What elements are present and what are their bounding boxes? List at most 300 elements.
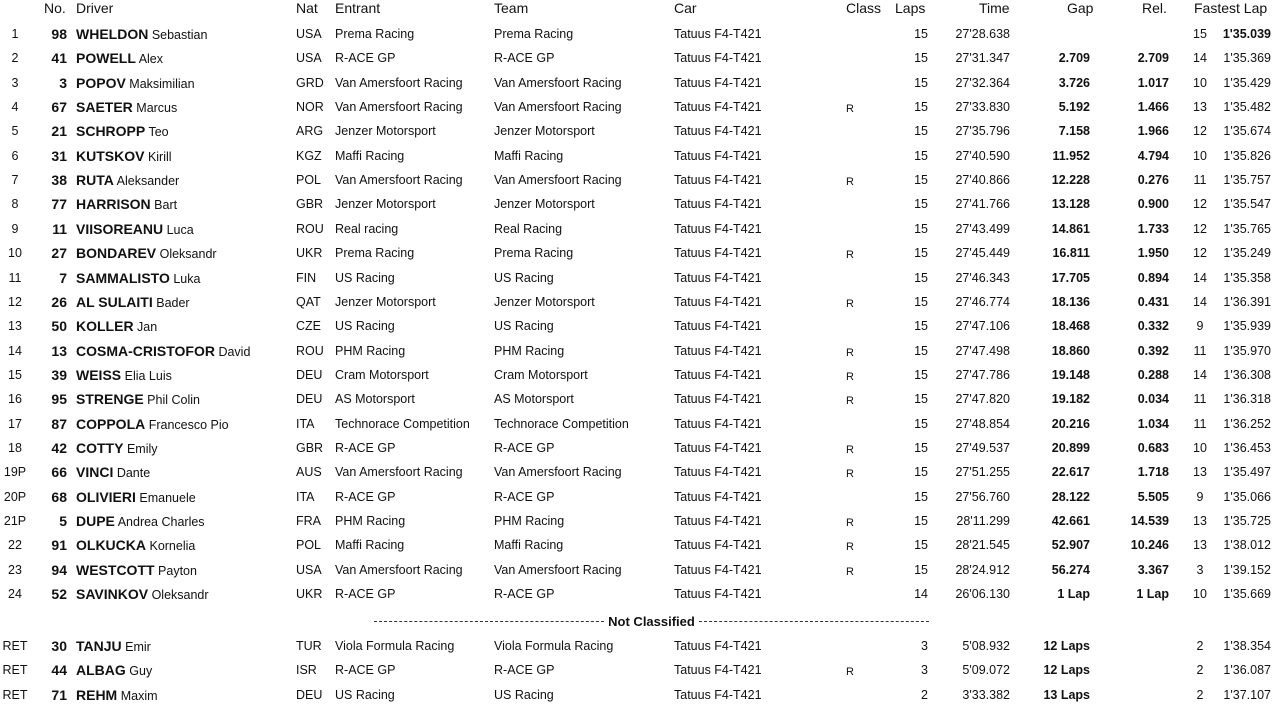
laps: 15 (914, 100, 928, 115)
header-team: Team (494, 0, 529, 16)
entrant: R-ACE GP (335, 587, 396, 602)
gap: 14.861 (1051, 221, 1090, 236)
fastest-lap-number: 14 (1193, 294, 1207, 309)
relative-gap: 0.392 (1137, 343, 1169, 358)
laps: 15 (914, 221, 928, 236)
race-time: 5'08.932 (962, 639, 1010, 653)
driver-first-name: Teo (148, 125, 169, 140)
entrant: Jenzer Motorsport (335, 294, 436, 309)
laps: 15 (914, 416, 928, 431)
position: 8 (11, 197, 19, 212)
class: R (846, 541, 854, 554)
position: 20P (3, 489, 27, 504)
team: Cram Motorsport (494, 367, 588, 382)
fastest-lap-time: 1'35.497 (1223, 465, 1271, 480)
header-laps: Laps (895, 0, 926, 16)
car-number: 71 (51, 686, 67, 703)
race-time: 3'33.382 (962, 687, 1010, 702)
car-number: 3 (59, 74, 67, 91)
car-number: 11 (52, 220, 67, 237)
position: 21P (3, 514, 27, 528)
entrant: R-ACE GP (335, 51, 396, 66)
driver-first-name: Emir (125, 640, 151, 654)
gap: 56.274 (1051, 562, 1090, 577)
car-number: 66 (51, 464, 67, 481)
fastest-lap-time: 1'35.429 (1223, 75, 1271, 90)
table-row (0, 534, 1280, 558)
table-row (0, 461, 1280, 485)
race-time: 27'51.255 (955, 465, 1010, 480)
fastest-lap-number: 2 (1196, 687, 1204, 702)
gap: 18.136 (1051, 294, 1090, 309)
relative-gap: 3.367 (1137, 562, 1169, 577)
fastest-lap-time: 1'35.547 (1223, 197, 1271, 212)
car-number: 87 (51, 415, 67, 432)
driver-first-name: Luca (166, 222, 194, 237)
relative-gap: 2.709 (1137, 51, 1169, 66)
driver-name (76, 687, 158, 705)
relative-gap: 1 Lap (1136, 587, 1169, 602)
table-row (0, 120, 1280, 144)
race-time: 27'31.347 (955, 51, 1010, 66)
race-time: 27'47.786 (955, 367, 1010, 382)
table-row (0, 559, 1280, 583)
fastest-lap-number: 13 (1193, 538, 1207, 553)
driver-name (76, 172, 179, 190)
fastest-lap-time: 1'35.669 (1223, 587, 1271, 602)
nationality: USA (296, 51, 322, 66)
relative-gap: 1.966 (1137, 124, 1169, 139)
driver-name (76, 416, 229, 434)
driver-first-name: Maksimilian (129, 76, 195, 91)
laps: 15 (914, 562, 928, 577)
position: 11 (8, 270, 22, 285)
nationality: NOR (296, 100, 324, 115)
fastest-lap-number: 15 (1193, 27, 1207, 41)
team: Viola Formula Racing (494, 639, 614, 653)
position: 7 (11, 173, 19, 188)
not-classified-row (0, 635, 1280, 659)
position: RET (2, 663, 28, 678)
fastest-lap-time: 1'38.354 (1223, 639, 1271, 653)
gap: 17.705 (1051, 270, 1090, 285)
laps: 15 (914, 148, 928, 163)
car: Tatuus F4-T421 (674, 148, 762, 163)
class: R (846, 565, 854, 578)
table-row (0, 96, 1280, 120)
driver-name (76, 562, 197, 580)
entrant: US Racing (335, 687, 395, 702)
team: AS Motorsport (494, 392, 574, 407)
team: R-ACE GP (494, 51, 555, 66)
table-header (0, 0, 1280, 16)
race-time: 27'28.638 (955, 27, 1010, 41)
header-nat: Nat (296, 0, 318, 16)
relative-gap: 0.900 (1137, 197, 1169, 212)
gap: 3.726 (1058, 75, 1090, 90)
position: 18 (8, 440, 22, 455)
header-no: No. (44, 0, 66, 16)
laps: 15 (914, 294, 928, 309)
team: Prema Racing (494, 246, 574, 261)
car: Tatuus F4-T421 (674, 343, 762, 358)
fastest-lap-time: 1'37.107 (1223, 687, 1271, 702)
driver-name (76, 196, 177, 214)
class: R (846, 517, 854, 529)
driver-first-name: Luka (173, 271, 201, 286)
position: 2 (11, 51, 19, 66)
position: 13 (8, 319, 22, 334)
race-time: 5'09.072 (962, 663, 1010, 678)
position: 19P (3, 465, 27, 480)
gap: 13 Laps (1043, 687, 1090, 702)
driver-last-name: STRENGE (76, 391, 144, 408)
fastest-lap-time: 1'36.391 (1223, 294, 1271, 309)
relative-gap: 4.794 (1137, 148, 1169, 163)
driver-first-name: Kirill (147, 149, 172, 164)
position: 22 (8, 538, 22, 553)
gap: 22.617 (1051, 465, 1090, 480)
fastest-lap-number: 14 (1193, 367, 1207, 382)
gap: 2.709 (1058, 51, 1090, 66)
race-time: 27'47.820 (955, 392, 1010, 407)
table-row (0, 413, 1280, 437)
laps: 15 (914, 173, 928, 188)
nationality: DEU (296, 367, 323, 382)
table-row (0, 291, 1280, 315)
team: Jenzer Motorsport (494, 124, 595, 139)
entrant: Van Amersfoort Racing (335, 562, 463, 577)
driver-last-name: HARRISON (76, 196, 151, 213)
team: US Racing (494, 687, 554, 702)
driver-first-name: Sebastian (151, 28, 208, 42)
nationality: POL (296, 538, 322, 553)
laps: 15 (914, 27, 928, 41)
fastest-lap-number: 13 (1193, 514, 1207, 528)
team: Jenzer Motorsport (494, 197, 595, 212)
fastest-lap-time: 1'35.249 (1223, 246, 1271, 261)
fastest-lap-number: 12 (1193, 124, 1207, 139)
fastest-lap-time: 1'35.970 (1223, 343, 1271, 358)
table-row (0, 47, 1280, 71)
driver-name (76, 75, 195, 93)
car-number: 26 (51, 293, 67, 310)
driver-name (76, 221, 194, 239)
fastest-lap-time: 1'36.318 (1223, 392, 1271, 407)
race-time: 27'46.774 (955, 294, 1010, 309)
race-time: 27'49.537 (955, 440, 1010, 455)
car: Tatuus F4-T421 (674, 639, 762, 653)
fastest-lap-time: 1'35.674 (1223, 124, 1271, 139)
laps: 15 (914, 124, 928, 139)
not-classified-label: Not Classified (608, 613, 695, 629)
laps: 15 (914, 367, 928, 382)
driver-last-name: REHM (76, 686, 118, 703)
car: Tatuus F4-T421 (674, 562, 762, 577)
car-number: 41 (51, 50, 67, 67)
position: 10 (8, 246, 22, 261)
car: Tatuus F4-T421 (674, 367, 762, 382)
entrant: Jenzer Motorsport (335, 197, 436, 212)
driver-first-name: Jan (137, 320, 158, 335)
nationality: ROU (296, 221, 324, 236)
table-row (0, 364, 1280, 388)
entrant: Jenzer Motorsport (335, 124, 436, 139)
entrant: Cram Motorsport (335, 367, 429, 382)
driver-name (76, 391, 200, 409)
driver-first-name: Francesco Pio (148, 417, 229, 432)
team: R-ACE GP (494, 440, 555, 455)
race-time: 27'32.364 (955, 75, 1010, 90)
driver-name (76, 537, 195, 555)
fastest-lap-number: 10 (1193, 587, 1207, 602)
fastest-lap-time: 1'35.939 (1223, 319, 1271, 334)
car: Tatuus F4-T421 (674, 51, 762, 66)
header-rel: Rel. (1142, 0, 1167, 16)
team: Real Racing (494, 221, 563, 236)
relative-gap: 0.894 (1137, 270, 1169, 285)
team: US Racing (494, 319, 554, 334)
fastest-lap-number: 13 (1193, 100, 1207, 115)
fastest-lap-time: 1'35.757 (1223, 173, 1271, 188)
car-number: 52 (51, 586, 67, 603)
car: Tatuus F4-T421 (674, 100, 762, 115)
gap: 11.952 (1052, 148, 1090, 163)
driver-last-name: DUPE (76, 513, 115, 529)
fastest-lap-number: 10 (1193, 440, 1207, 455)
position: RET (2, 639, 28, 653)
fastest-lap-time: 1'36.308 (1223, 367, 1271, 382)
car: Tatuus F4-T421 (674, 489, 762, 504)
fastest-lap-number: 11 (1193, 416, 1207, 431)
relative-gap: 5.505 (1137, 489, 1169, 504)
car-number: 94 (51, 561, 67, 578)
car-number: 91 (51, 537, 67, 554)
fastest-lap-number: 11 (1193, 343, 1207, 358)
car: Tatuus F4-T421 (674, 124, 762, 139)
entrant: PHM Racing (335, 343, 406, 358)
car-number: 7 (59, 269, 67, 286)
nationality: FIN (296, 270, 317, 285)
car-number: 95 (51, 391, 67, 408)
car: Tatuus F4-T421 (674, 465, 762, 480)
relative-gap: 1.950 (1137, 246, 1169, 261)
driver-first-name: Marcus (136, 101, 178, 116)
not-classified-row (0, 659, 1280, 683)
race-time: 27'47.106 (955, 319, 1010, 334)
car: Tatuus F4-T421 (674, 319, 762, 334)
driver-last-name: SAETER (76, 99, 133, 116)
table-row (0, 169, 1280, 193)
driver-first-name: Elia Luis (124, 368, 172, 383)
table-row (0, 145, 1280, 169)
car-number: 30 (51, 638, 67, 654)
entrant: PHM Racing (335, 514, 406, 528)
car-number: 38 (51, 172, 67, 189)
driver-last-name: POWELL (76, 50, 136, 67)
nationality: USA (296, 27, 322, 41)
laps: 15 (914, 246, 928, 261)
nationality: ITA (296, 416, 315, 431)
class: R (846, 103, 854, 116)
driver-first-name: Bart (154, 198, 178, 213)
car: Tatuus F4-T421 (674, 514, 762, 528)
relative-gap: 0.034 (1137, 392, 1169, 407)
gap: 19.148 (1051, 367, 1090, 382)
fastest-lap-number: 11 (1193, 392, 1207, 407)
fastest-lap-time: 1'36.252 (1223, 416, 1271, 431)
car-number: 21 (51, 123, 67, 140)
entrant: Maffi Racing (335, 148, 405, 163)
team: Van Amersfoort Racing (494, 173, 622, 188)
gap: 18.860 (1051, 343, 1090, 358)
entrant: Van Amersfoort Racing (335, 173, 463, 188)
car: Tatuus F4-T421 (674, 75, 762, 90)
driver-last-name: VINCI (76, 464, 114, 481)
driver-last-name: WESTCOTT (76, 561, 155, 578)
race-time: 27'47.498 (955, 343, 1010, 358)
nationality: GBR (296, 440, 324, 455)
gap: 28.122 (1051, 489, 1090, 504)
driver-first-name: Phil Colin (147, 393, 200, 408)
header-time: Time (979, 0, 1010, 16)
position: 4 (11, 100, 19, 115)
gap: 16.811 (1052, 246, 1090, 261)
team: US Racing (494, 270, 554, 285)
car-number: 68 (51, 488, 67, 505)
position: 9 (11, 221, 19, 236)
driver-name (76, 99, 177, 117)
race-time: 28'21.545 (955, 538, 1010, 553)
nationality: DEU (296, 392, 323, 407)
fastest-lap-number: 12 (1193, 197, 1207, 212)
car: Tatuus F4-T421 (674, 687, 762, 702)
laps: 15 (914, 343, 928, 358)
nationality: ITA (296, 489, 315, 504)
fastest-lap-time: 1'39.152 (1223, 562, 1271, 577)
car: Tatuus F4-T421 (674, 197, 762, 212)
driver-last-name: RUTA (76, 172, 114, 189)
fastest-lap-number: 14 (1193, 51, 1207, 66)
gap: 13.128 (1051, 197, 1090, 212)
driver-first-name: Payton (158, 563, 197, 578)
driver-first-name: Dante (116, 466, 151, 481)
driver-first-name: Kornelia (149, 539, 196, 554)
gap: 20.899 (1051, 440, 1090, 455)
fastest-lap-number: 12 (1193, 246, 1207, 261)
relative-gap: 14.539 (1130, 514, 1169, 528)
driver-last-name: COTTY (76, 439, 124, 456)
driver-first-name: Aleksander (116, 174, 180, 189)
gap: 20.216 (1051, 416, 1090, 431)
car-number: 67 (51, 99, 67, 116)
car: Tatuus F4-T421 (674, 392, 762, 407)
table-row (0, 388, 1280, 412)
relative-gap: 1.017 (1137, 75, 1169, 90)
driver-name (76, 513, 205, 531)
driver-name (76, 245, 217, 263)
entrant: Van Amersfoort Racing (335, 465, 463, 480)
car: Tatuus F4-T421 (674, 440, 762, 455)
fastest-lap-number: 2 (1196, 639, 1204, 653)
nationality: TUR (296, 639, 322, 653)
header-entrant: Entrant (335, 0, 381, 16)
car: Tatuus F4-T421 (674, 27, 762, 41)
driver-first-name: David (218, 344, 251, 359)
gap: 5.192 (1058, 100, 1090, 115)
race-time: 27'43.499 (955, 221, 1010, 236)
entrant: Real racing (335, 221, 399, 236)
position: 16 (8, 392, 22, 407)
driver-name (76, 270, 200, 288)
race-time: 27'56.760 (955, 489, 1010, 504)
car-number: 31 (51, 147, 67, 164)
class: R (846, 249, 854, 262)
car: Tatuus F4-T421 (674, 221, 762, 236)
relative-gap: 1.718 (1137, 465, 1169, 480)
race-time: 27'48.854 (955, 416, 1010, 431)
laps: 15 (914, 51, 928, 66)
driver-last-name: COPPOLA (76, 415, 146, 432)
driver-last-name: KOLLER (76, 318, 134, 335)
driver-name (76, 464, 150, 482)
nationality: POL (296, 173, 322, 188)
position: 17 (8, 416, 22, 431)
entrant: Van Amersfoort Racing (335, 75, 463, 90)
relative-gap: 0.288 (1137, 367, 1169, 382)
class: R (846, 395, 854, 408)
position: 23 (8, 562, 22, 577)
table-row (0, 510, 1280, 534)
car-number: 42 (51, 439, 67, 456)
class: R (846, 370, 854, 383)
fastest-lap-number: 14 (1193, 270, 1207, 285)
car: Tatuus F4-T421 (674, 270, 762, 285)
entrant: Maffi Racing (335, 538, 405, 553)
nationality: ROU (296, 343, 324, 358)
car: Tatuus F4-T421 (674, 663, 762, 678)
nationality: ARG (296, 124, 324, 139)
entrant: AS Motorsport (335, 392, 415, 407)
table-row (0, 193, 1280, 217)
race-time: 27'40.590 (955, 148, 1010, 163)
gap: 18.468 (1051, 319, 1090, 334)
laps: 14 (914, 587, 928, 602)
nationality: GRD (296, 75, 324, 90)
entrant: R-ACE GP (335, 663, 396, 678)
race-time: 27'40.866 (955, 173, 1010, 188)
relative-gap: 10.246 (1130, 538, 1169, 553)
table-row (0, 315, 1280, 339)
gap: 52.907 (1051, 538, 1090, 553)
driver-name (76, 489, 196, 507)
entrant: R-ACE GP (335, 440, 396, 455)
entrant: Prema Racing (335, 27, 415, 41)
entrant: Technorace Competition (335, 416, 470, 431)
entrant: US Racing (335, 319, 395, 334)
fastest-lap-time: 1'35.358 (1223, 270, 1271, 285)
relative-gap: 1.466 (1137, 100, 1169, 115)
fastest-lap-time: 1'35.066 (1223, 489, 1271, 504)
team: R-ACE GP (494, 489, 555, 504)
driver-last-name: AL SULAITI (76, 293, 153, 310)
gap: 42.661 (1051, 514, 1090, 528)
fastest-lap-number: 2 (1196, 663, 1204, 678)
team: PHM Racing (494, 343, 565, 358)
driver-name (76, 148, 172, 166)
class: R (846, 346, 854, 359)
gap: 12.228 (1051, 173, 1090, 188)
